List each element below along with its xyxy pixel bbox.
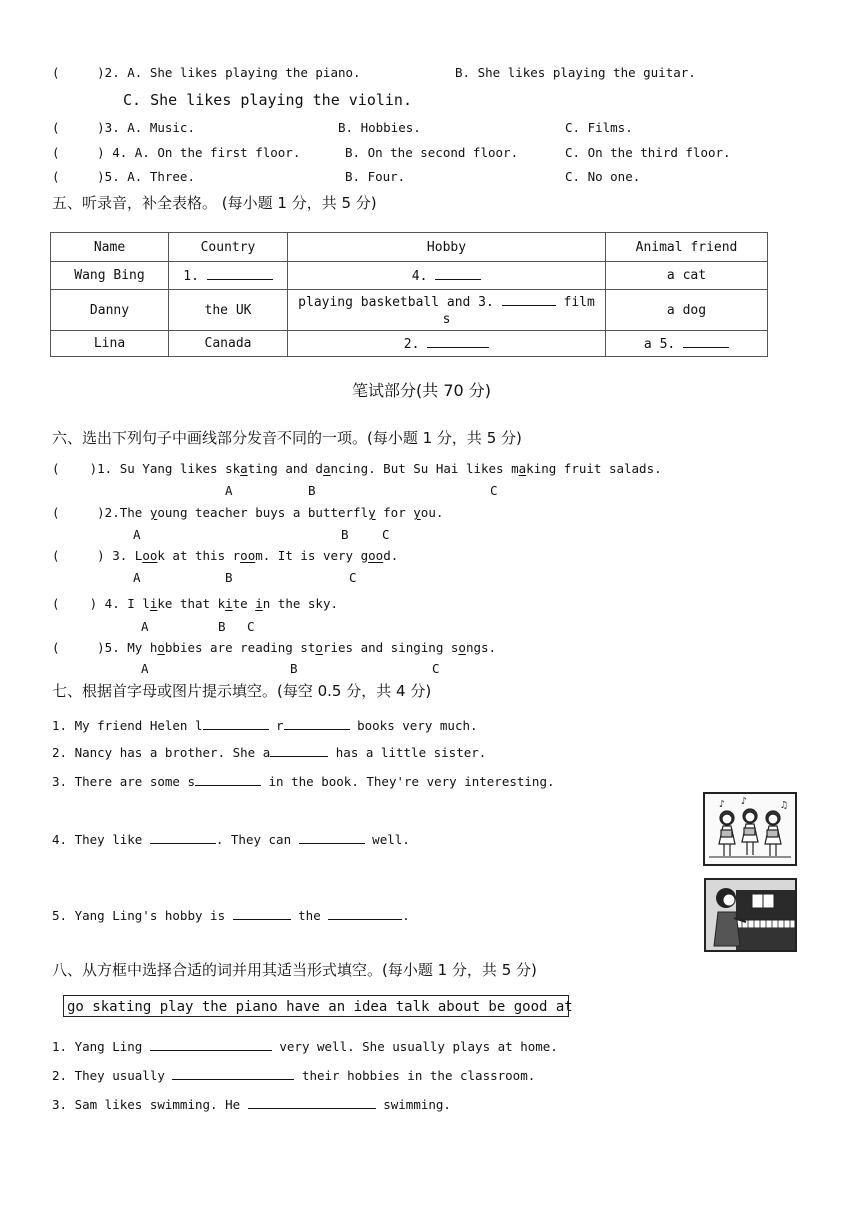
- option-letter: A: [225, 483, 233, 498]
- cell-country: 1.: [169, 262, 288, 290]
- option-letter: C: [247, 619, 255, 634]
- header-name: Name: [51, 233, 169, 262]
- blank-5[interactable]: [683, 335, 729, 348]
- option-letter: B: [290, 661, 298, 676]
- table-row: [51, 262, 768, 290]
- cell-name: Wang Bing: [51, 262, 169, 290]
- box-sentence-2: 2. They usually their hobbies in the classroom.: [52, 1068, 536, 1083]
- pron-question-1: ( )1. Su Yang likes skating and dancing. But Su Hai likes making fruit salads.: [52, 461, 662, 476]
- fill-sentence-3: 3. There are some s in the book. They're very interesting.: [52, 774, 555, 789]
- option-letter: B: [218, 619, 226, 634]
- cell-country: Canada: [169, 331, 288, 357]
- question-4-option-c: C. On the third floor.: [565, 145, 731, 160]
- blank-input[interactable]: [299, 831, 365, 844]
- blank-2[interactable]: [427, 335, 489, 348]
- cell-hobby: 2.: [288, 331, 606, 357]
- header-country: Country: [169, 233, 288, 262]
- cell-hobby: 4.: [288, 262, 606, 290]
- cell-animal: a dog: [606, 290, 768, 331]
- table-row: [51, 331, 768, 357]
- fill-sentence-4: 4. They like . They can well.: [52, 832, 410, 847]
- option-letter: A: [133, 570, 141, 585]
- blank-input[interactable]: [270, 744, 328, 757]
- word-box: go skating play the piano have an idea talk about be good at: [63, 995, 569, 1017]
- pron-question-5: ( )5. My hobbies are reading stories and singing songs.: [52, 640, 497, 655]
- fill-sentence-5: 5. Yang Ling's hobby is the .: [52, 908, 410, 923]
- header-animal-friend: Animal friend: [606, 233, 768, 262]
- box-sentence-1: 1. Yang Ling very well. She usually plays at home.: [52, 1039, 558, 1054]
- option-letter: A: [141, 619, 149, 634]
- cell-name: Lina: [51, 331, 169, 357]
- blank-input[interactable]: [328, 907, 402, 920]
- blank-input[interactable]: [172, 1067, 294, 1080]
- option-letter: B: [225, 570, 233, 585]
- option-letter: A: [133, 527, 141, 542]
- pron-question-4: ( ) 4. I like that kite in the sky.: [52, 596, 339, 611]
- blank-1[interactable]: [207, 267, 273, 280]
- table-row: [51, 290, 768, 331]
- singing-girls-picture: [703, 792, 797, 866]
- option-letter: C: [432, 661, 440, 676]
- blank-input[interactable]: [203, 717, 269, 730]
- header-hobby: Hobby: [288, 233, 606, 262]
- question-2-stem: ( )2. A. She likes playing the piano.: [52, 65, 361, 80]
- question-4-option-b: B. On the second floor.: [345, 145, 519, 160]
- cell-animal: a cat: [606, 262, 768, 290]
- section-7-heading: 七、根据首字母或图片提示填空。(每空 0.5 分，共 4 分): [52, 682, 432, 700]
- fill-sentence-2: 2. Nancy has a brother. She a has a little sister.: [52, 745, 487, 760]
- cell-animal: a 5.: [606, 331, 768, 357]
- option-letter: C: [382, 527, 390, 542]
- cell-hobby: playing basketball and 3. film s: [288, 290, 606, 331]
- section-6-heading: 六、选出下列句子中画线部分发音不同的一项。(每小题 1 分，共 5 分): [52, 429, 522, 447]
- singing-icon: [705, 794, 795, 864]
- blank-input[interactable]: [195, 773, 261, 786]
- section-5-heading: 五、听录音，补全表格。 (每小题 1 分，共 5 分): [52, 194, 377, 212]
- blank-input[interactable]: [150, 1038, 272, 1051]
- question-5-option-c: C. No one.: [565, 169, 641, 184]
- pron-question-3: ( ) 3. Look at this room. It is very good.: [52, 548, 399, 563]
- blank-3[interactable]: [502, 293, 556, 306]
- cell-country: the UK: [169, 290, 288, 331]
- option-letter: B: [341, 527, 349, 542]
- question-3-option-c: C. Films.: [565, 120, 633, 135]
- piano-girl-picture: [704, 878, 797, 952]
- fill-sentence-1: 1. My friend Helen l r books very much.: [52, 718, 478, 733]
- option-letter: A: [141, 661, 149, 676]
- box-sentence-3: 3. Sam likes swimming. He swimming.: [52, 1097, 451, 1112]
- svg-text:♪: ♪: [719, 799, 726, 810]
- section-8-heading: 八、从方框中选择合适的词并用其适当形式填空。(每小题 1 分，共 5 分): [52, 961, 537, 979]
- svg-text:♪: ♪: [741, 796, 748, 807]
- option-letter: B: [308, 483, 316, 498]
- written-part-title: 笔试部分(共 70 分): [352, 381, 492, 400]
- hobby-table: [50, 232, 768, 357]
- blank-input[interactable]: [248, 1096, 376, 1109]
- piano-icon: [706, 880, 795, 950]
- table-header-row: [51, 233, 768, 262]
- svg-text:♫: ♫: [781, 800, 788, 811]
- blank-input[interactable]: [233, 907, 291, 920]
- question-3-option-b: B. Hobbies.: [338, 120, 421, 135]
- option-letter: C: [349, 570, 357, 585]
- question-4-stem: ( ) 4. A. On the first floor.: [52, 145, 301, 160]
- pron-question-2: ( )2.The young teacher buys a butterfly for you.: [52, 505, 444, 520]
- question-5-stem: ( )5. A. Three.: [52, 169, 195, 184]
- blank-input[interactable]: [284, 717, 350, 730]
- question-3-stem: ( )3. A. Music.: [52, 120, 195, 135]
- option-letter: C: [490, 483, 498, 498]
- question-5-option-b: B. Four.: [345, 169, 406, 184]
- question-2-option-c: C. She likes playing the violin.: [123, 91, 412, 109]
- cell-name: Danny: [51, 290, 169, 331]
- blank-4[interactable]: [435, 267, 481, 280]
- blank-input[interactable]: [150, 831, 216, 844]
- question-2-option-b: B. She likes playing the guitar.: [455, 65, 696, 80]
